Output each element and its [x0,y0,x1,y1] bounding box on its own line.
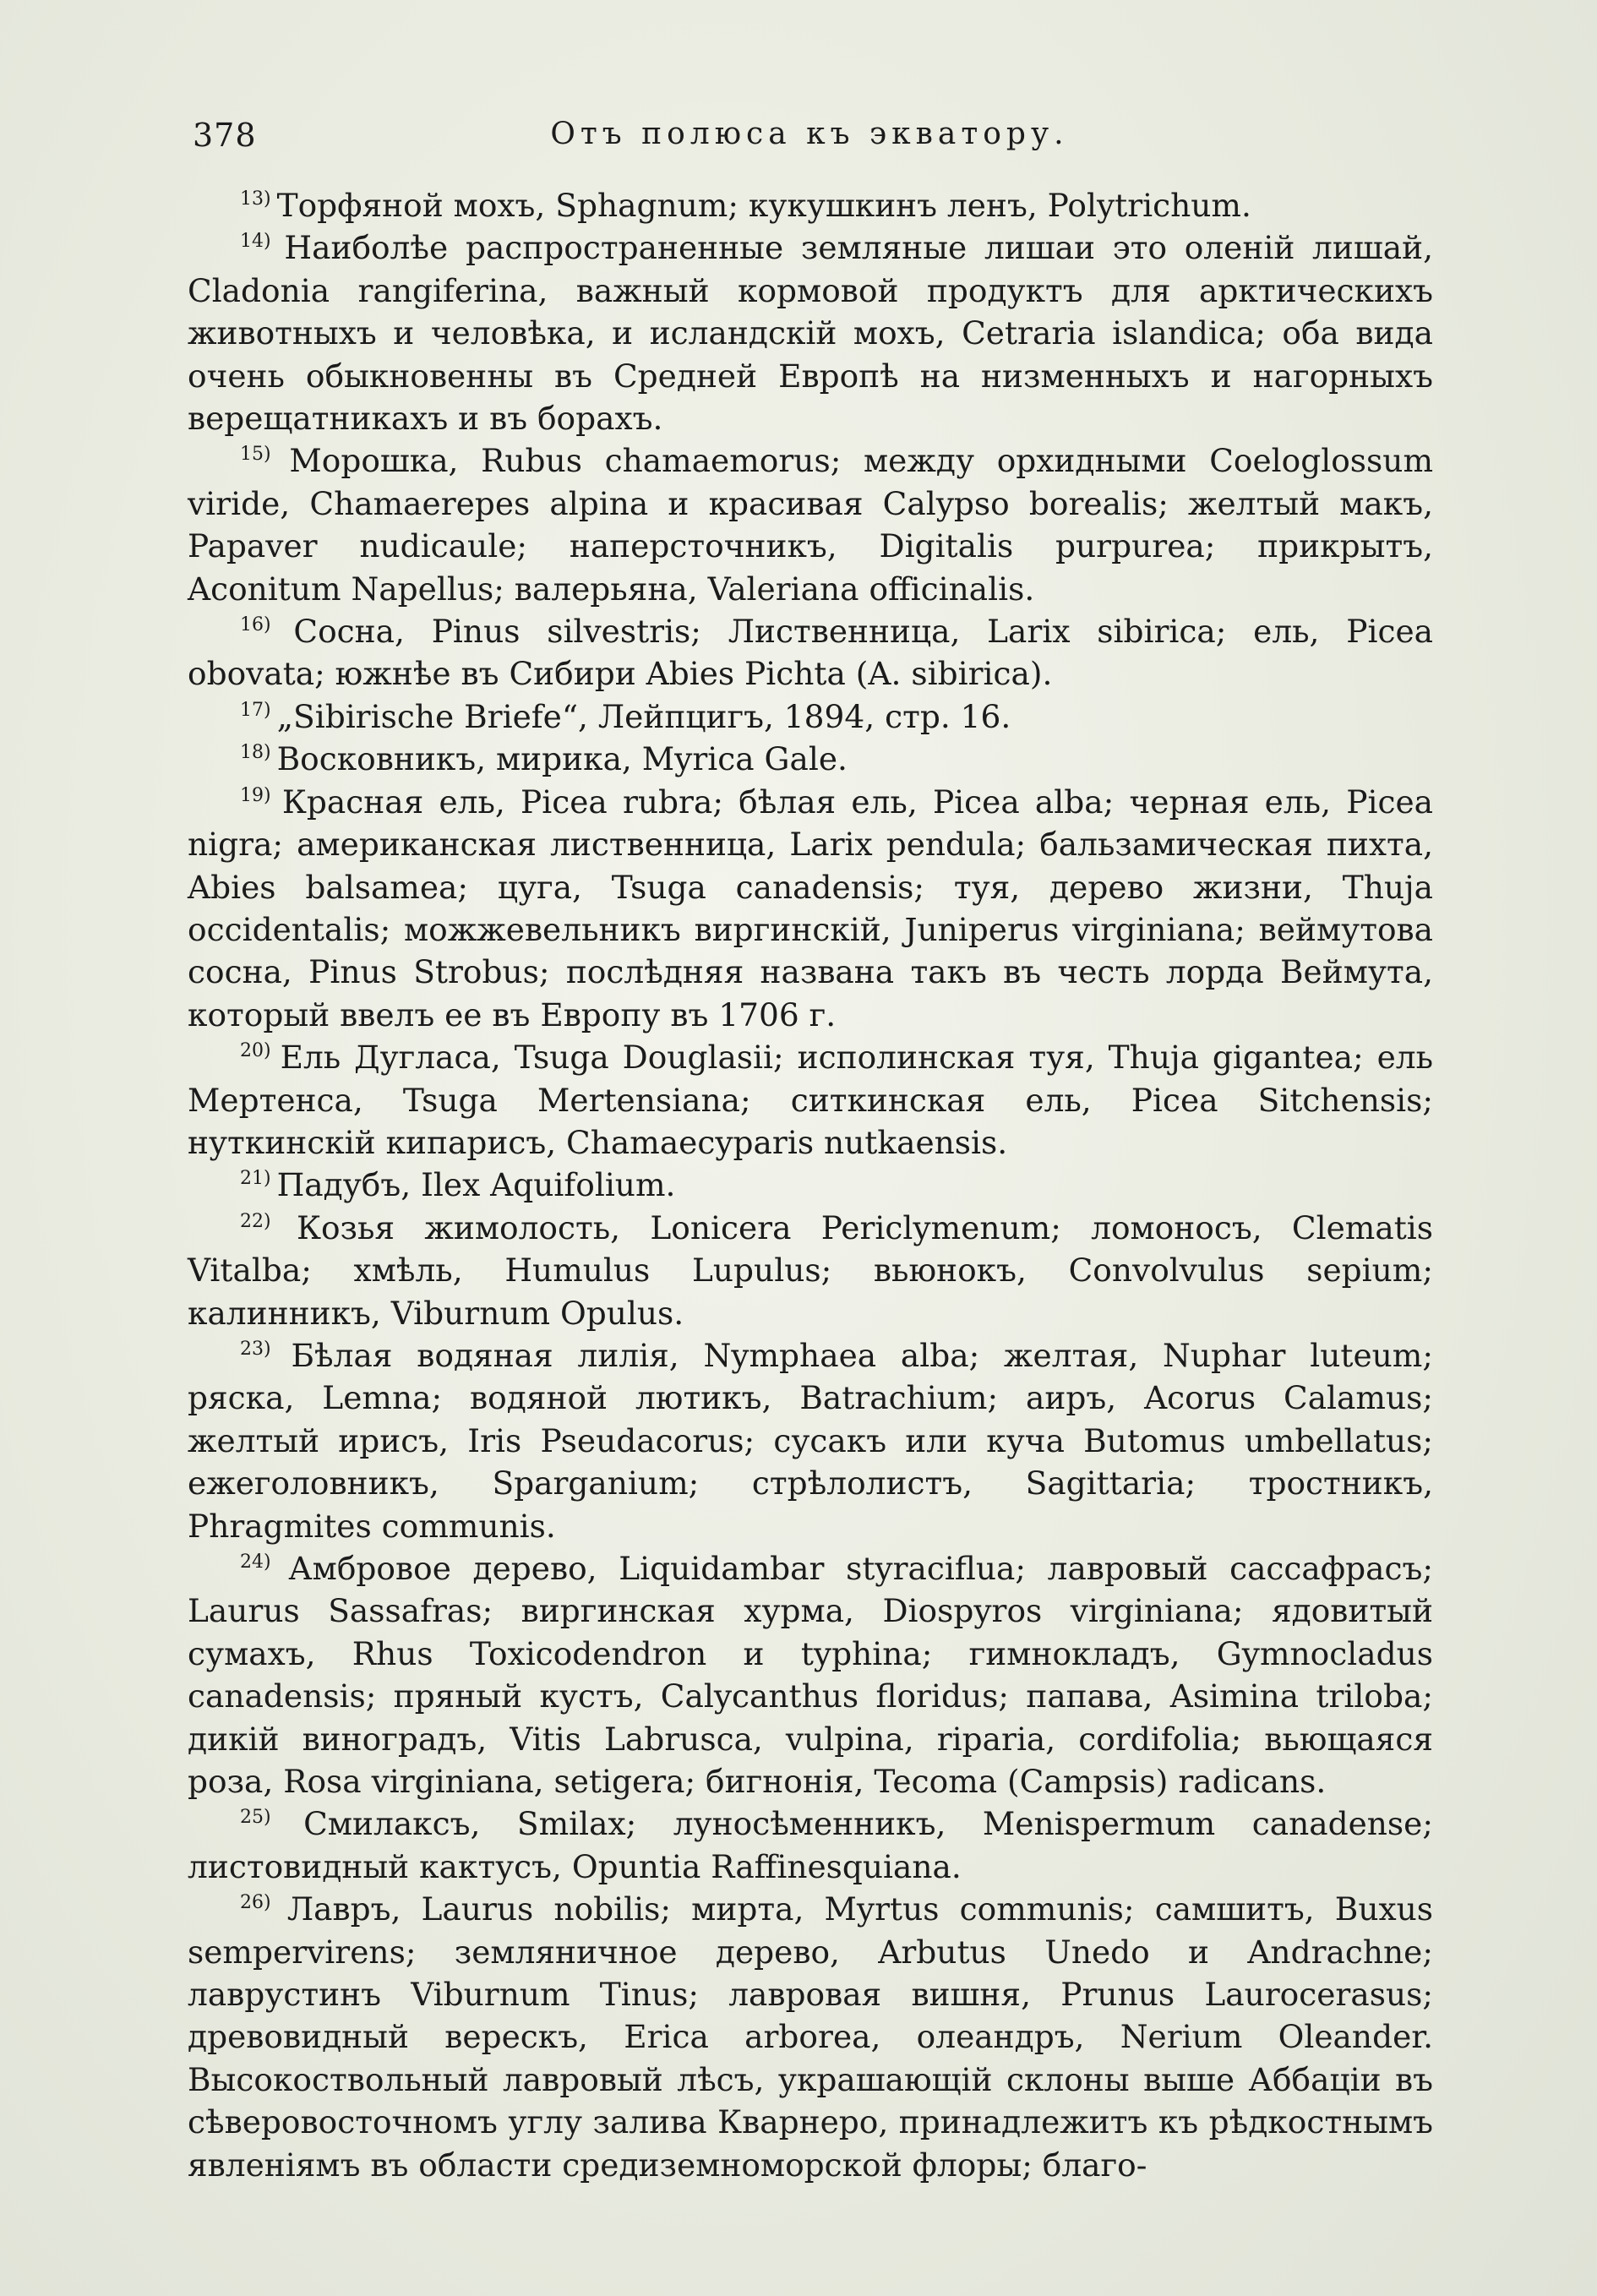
footnote [188,1888,1433,2186]
footnote-number: $^{14}$ ) [240,231,284,252]
footnote [188,738,1433,780]
footnote-text: Восковникъ, мирика, Myrica Gale. [276,740,848,778]
footnote-number: $^{13}$ ) [240,188,277,210]
footnote-number: $^{21}$ ) [240,1168,277,1189]
footnote [188,1036,1433,1164]
footnote [188,1164,1433,1206]
footnote-text: Падубъ, Ilex Aquifolium. [276,1166,676,1204]
footnote-text: Наиболѣе распространенные земляные лишаи это оленій лишай, Cladonia rangiferina, важный кормовой продуктъ для арктическихъ животныхъ и человѣка, и исландскій мохъ, Cetraria islandica; оба вида очень обыкновенны въ Средней Европѣ на низменныхъ и нагорныхъ верещатникахъ и въ борахъ. [188,229,1434,438]
footnote-number: $^{19}$ ) [240,785,282,806]
footnote-number: $^{15}$ ) [240,444,289,465]
footnotes [188,184,1433,2186]
footnote-text: Смилаксъ, Smilax; луносѣменникъ, Menispermum canadense; листовидный кактусъ, Opuntia Raffinesquiana. [188,1805,1433,1885]
footnote [188,695,1433,738]
footnote-text: Бѣлая водяная лилія, Nymphaea alba; желтая, Nuphar luteum; ряска, Lemna; водяной лютикъ, Batrachium; аиръ, Acorus Calamus; желтый ирисъ, Iris Pseudacorus; сусакъ или куча Butomus umbellatus; ежеголовникъ, Sparganium; стрѣлолистъ, Sagittaria; тростникъ, Phragmites communis. [188,1336,1433,1545]
running-title: Отъ полюса къ экватору. [550,117,1069,151]
footnote-number: $^{20}$ ) [240,1040,281,1061]
footnote [188,610,1433,695]
footnote-number: $^{17}$ ) [240,700,277,721]
footnote-text: Козья жимолость, Lonicera Periclymenum; ломоносъ, Clematis Vitalba; хмѣль, Humulus Lupulus; вьюнокъ, Convolvulus sepium; калинникъ, Viburnum Opulus. [188,1208,1433,1332]
footnote [188,439,1433,610]
footnote [188,184,1433,226]
footnote [188,1334,1433,1547]
footnote-number: $^{16}$ ) [240,614,293,635]
footnote-text: Морошка, Rubus chamaemorus; между орхидными Coeloglossum viride, Chamaerepes alpina и красивая Calypso borealis; желтый макъ, Papaver nudicaule; наперсточникъ, Digitalis purpurea; прикрытъ, Aconitum Napellus; валерьяна, Valeriana officinalis. [188,442,1434,608]
footnote-number: $^{26}$ ) [240,1892,287,1913]
footnote-text: Красная ель, Picea rubra; бѣлая ель, Picea alba; черная ель, Picea nigra; американская лиственница, Larix pendula; бальзамическая пихта, Abies balsamea; цуга, Tsuga canadensis; туя, дерево жизни, Thuja occidentalis; можжевельникъ виргинскій, Juniperus virginiana; веймутова сосна, Pinus Strobus; послѣдняя названа такъ въ честь лорда Веймута, который ввелъ ее въ Европу въ 1706 г. [188,783,1433,1033]
footnote-text: Торфяной мохъ, Sphagnum; кукушкинъ ленъ, Polytrichum. [276,187,1251,224]
footnote-text: Ель Дугласа, Tsuga Douglasii; исполинская туя, Thuja gigantea; ель Мертенса, Tsuga Mertensiana; ситкинская ель, Picea Sitchensis; нуткинскій кипарисъ, Chamaecyparis nutkaensis. [188,1039,1433,1161]
footnote [188,781,1433,1036]
footnote-text: Сосна, Pinus silvestris; Лиственница, Larix sibirica; ель, Picea obovata; южнѣе въ Сибири Abies Pichta (A. sibirica). [188,613,1433,693]
footnote [188,1207,1433,1334]
footnote-number: $^{23}$ ) [240,1339,291,1360]
footnote-number: $^{25}$ ) [240,1807,303,1828]
footnote-number: $^{24}$ ) [240,1552,288,1573]
footnote-text: Лавръ, Laurus nobilis; мирта, Myrtus communis; самшитъ, Buxus sempervirens; земляничное дерево, Arbutus Unedo и Andrachne; лаврустинъ Viburnum Tinus; лавровая вишня, Prunus Laurocerasus; древовидный верескъ, Erica arborea, олеандръ, Nerium Oleander. Высокоствольный лавровый лѣсъ, украшающій склоны выше Аббаціи въ сѣверовосточномъ углу залива Кварнеро, принадлежитъ къ рѣдкостнымъ явленіямъ въ области средиземноморской флоры; благо- [188,1890,1434,2184]
footnote-number: $^{18}$ ) [240,742,277,763]
footnote-text: „Sibirische Briefe“, Лейпцигъ, 1894, стр. 16. [276,697,1011,735]
footnote-text: Амбровое дерево, Liquidambar styraciflua; лавровый сассафрасъ; Laurus Sassafras; виргинская хурма, Diospyros virginiana; ядовитый сумахъ, Rhus Toxicodendron и typhina; гимнокладъ, Gymnocladus canadensis; пряный кустъ, Calycanthus floridus; папава, Asimina triloba; дикій виноградъ, Vitis Labrusca, vulpina, riparia, cordifolia; вьющаяся роза, Rosa virginiana, setigera; бигнонія, Tecoma (Campsis) radicans. [188,1550,1434,1801]
footnote-number: $^{22}$ ) [240,1211,297,1232]
footnote [188,1547,1433,1802]
page-number: 378 [193,117,257,154]
page-header [193,117,1426,167]
footnote [188,226,1433,439]
footnote [188,1802,1433,1888]
